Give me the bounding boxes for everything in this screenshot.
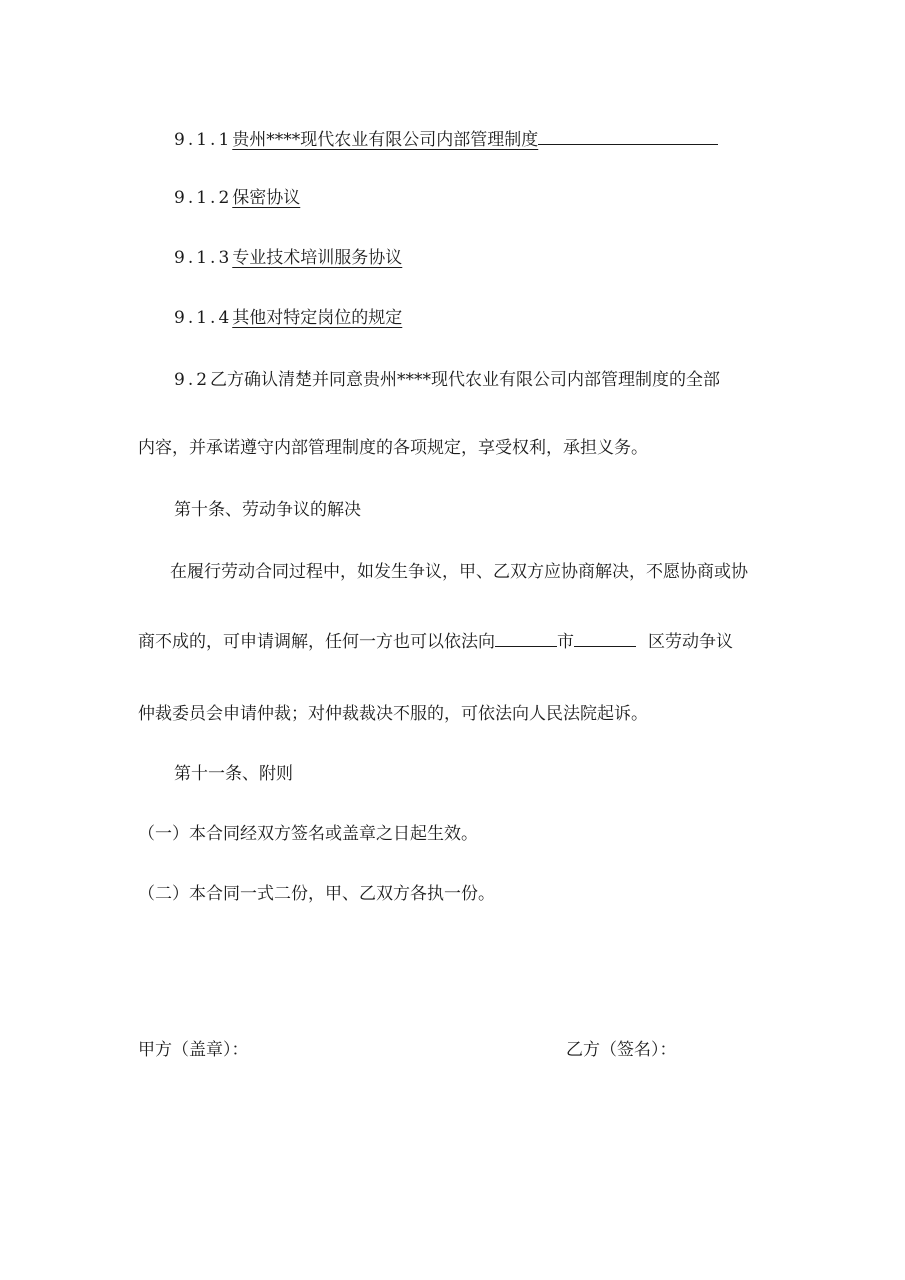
clause-text: 乙方确认清楚并同意贵州****现代农业有限公司内部管理制度的全部 [210,370,721,390]
signature-label: 乙方（签名）： [566,1040,677,1060]
article-heading: 第十一条、附则 [174,764,293,784]
clause-text: 其他对特定岗位的规定 [232,308,403,328]
party-a-signature [138,1038,249,1062]
clause-9-1-3 [174,246,402,270]
article-10-line2 [138,628,733,654]
clause-9-1-1 [174,126,718,152]
article-11-item-1 [138,822,478,846]
district-blank [574,628,636,647]
clause-9-1-4 [174,306,402,330]
party-b-signature [566,1038,677,1062]
clause-9-2-line1 [174,368,720,392]
paragraph-text: 在履行劳动合同过程中，如发生争议，甲、乙双方应协商解决，不愿协商或协 [170,562,748,582]
clause-9-1-2 [174,186,300,210]
article-heading: 第十条、劳动争议的解决 [174,500,361,520]
underline-blank [538,126,718,145]
paragraph-text: 仲裁委员会申请仲裁；对仲裁裁决不服的，可依法向人民法院起诉。 [138,704,648,724]
clause-number: 9.1.4 [174,308,233,328]
clause-number: 9.1.3 [174,248,233,268]
signature-label: 甲方（盖章）： [138,1040,249,1060]
paragraph-text: 区劳动争议 [648,632,733,652]
clause-text: 内容，并承诺遵守内部管理制度的各项规定，享受权利，承担义务。 [138,438,648,458]
clause-text: 保密协议 [232,188,301,208]
list-item: （二）本合同一式二份，甲、乙双方各执一份。 [138,884,495,904]
clause-number: 9.1.1 [174,130,233,150]
clause-text: 贵州****现代农业有限公司内部管理制度 [232,130,539,150]
article-11-heading [174,762,293,786]
article-11-item-2 [138,882,495,906]
clause-number: 9.2 [174,370,211,390]
clause-number: 9.1.2 [174,188,233,208]
city-label: 市 [557,632,574,652]
article-10-line3 [138,702,648,726]
clause-9-2-line2 [138,436,648,460]
article-10-heading [174,498,361,522]
article-10-line1 [170,560,748,584]
clause-text: 专业技术培训服务协议 [232,248,403,268]
list-item: （一）本合同经双方签名或盖章之日起生效。 [138,824,478,844]
paragraph-text: 商不成的，可申请调解，任何一方也可以依法向 [138,632,495,652]
city-blank [495,628,557,647]
